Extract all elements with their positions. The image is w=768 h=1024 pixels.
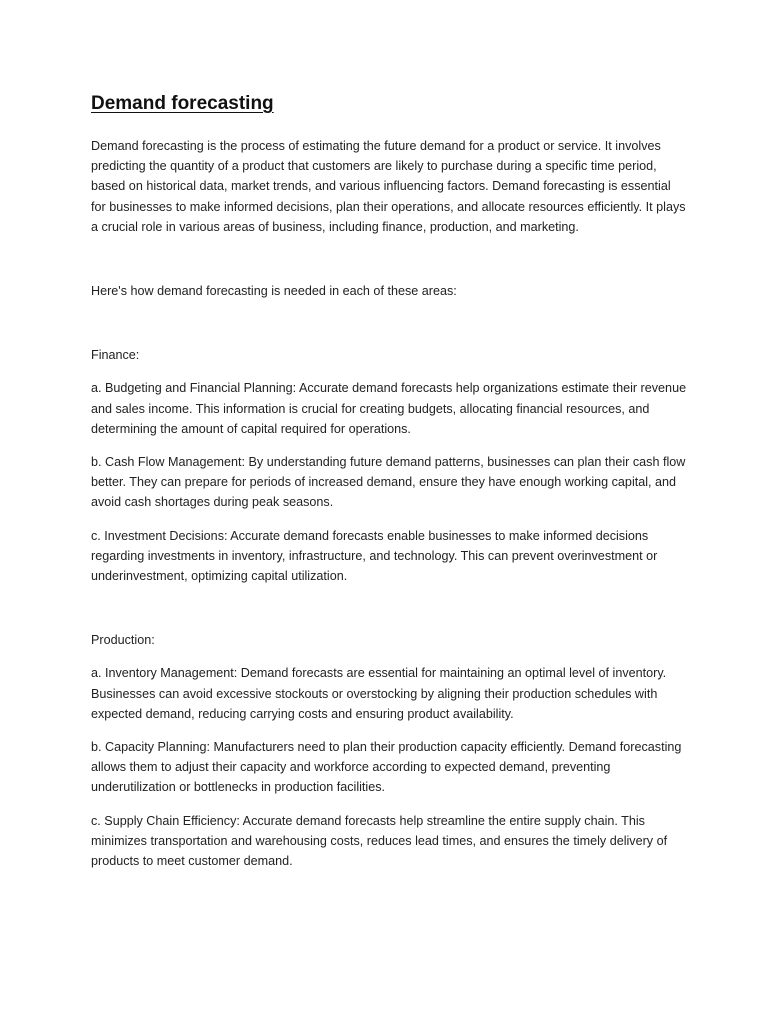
production-item-supply-chain: c. Supply Chain Efficiency: Accurate demand forecasts help streamline the entire supply chain. This minimizes transportation and warehousing costs, reduces lead times, and ensures the timely delivery of products to meet customer demand.: [91, 813, 668, 869]
section-heading-finance: Finance:: [91, 348, 140, 363]
finance-item-budgeting: a. Budgeting and Financial Planning: Accurate demand forecasts help organizations estimate their revenue and sales income. This information is crucial for creating budgets, allocating financial resources, and determining the amount of capital required for operations.: [91, 381, 687, 436]
section-heading-production: Production:: [91, 633, 155, 648]
intro-paragraph: Demand forecasting is the process of estimating the future demand for a product or service. It involves predicting the quantity of a product that customers are likely to purchase during a specific time period, based on historical data, market trends, and various influencing factors. Demand forecasting is essential for businesses to make informed decisions, plan their operations, and allocate resources efficiently. It plays a crucial role in various areas of business, including finance, production, and marketing.: [91, 139, 686, 234]
section-finance: [91, 345, 688, 586]
document-title: Demand forecasting: [91, 93, 274, 114]
section-production: [91, 630, 688, 871]
finance-item-cash-flow: b. Cash Flow Management: By understanding future demand patterns, businesses can plan their cash flow better. They can prepare for periods of increased demand, ensure they have enough working capital, and avoid cash shortages during peak seasons.: [91, 455, 686, 510]
production-item-capacity: b. Capacity Planning: Manufacturers need to plan their production capacity efficiently. Demand forecasting allows them to adjust their capacity and workforce according to expected demand, preventing underutilization or bottlenecks in production facilities.: [91, 740, 682, 795]
lead-paragraph: Here's how demand forecasting is needed in each of these areas:: [91, 284, 457, 299]
finance-item-investment: c. Investment Decisions: Accurate demand forecasts enable businesses to make informed decisions regarding investments in inventory, infrastructure, and technology. This can prevent overinvestment or underinvestment, optimizing capital utilization.: [91, 528, 658, 584]
production-item-inventory: a. Inventory Management: Demand forecasts are essential for maintaining an optimal level of inventory. Businesses can avoid excessive stockouts or overstocking by aligning their production schedules with expected demand, reducing carrying costs and ensuring product availability.: [91, 666, 667, 721]
